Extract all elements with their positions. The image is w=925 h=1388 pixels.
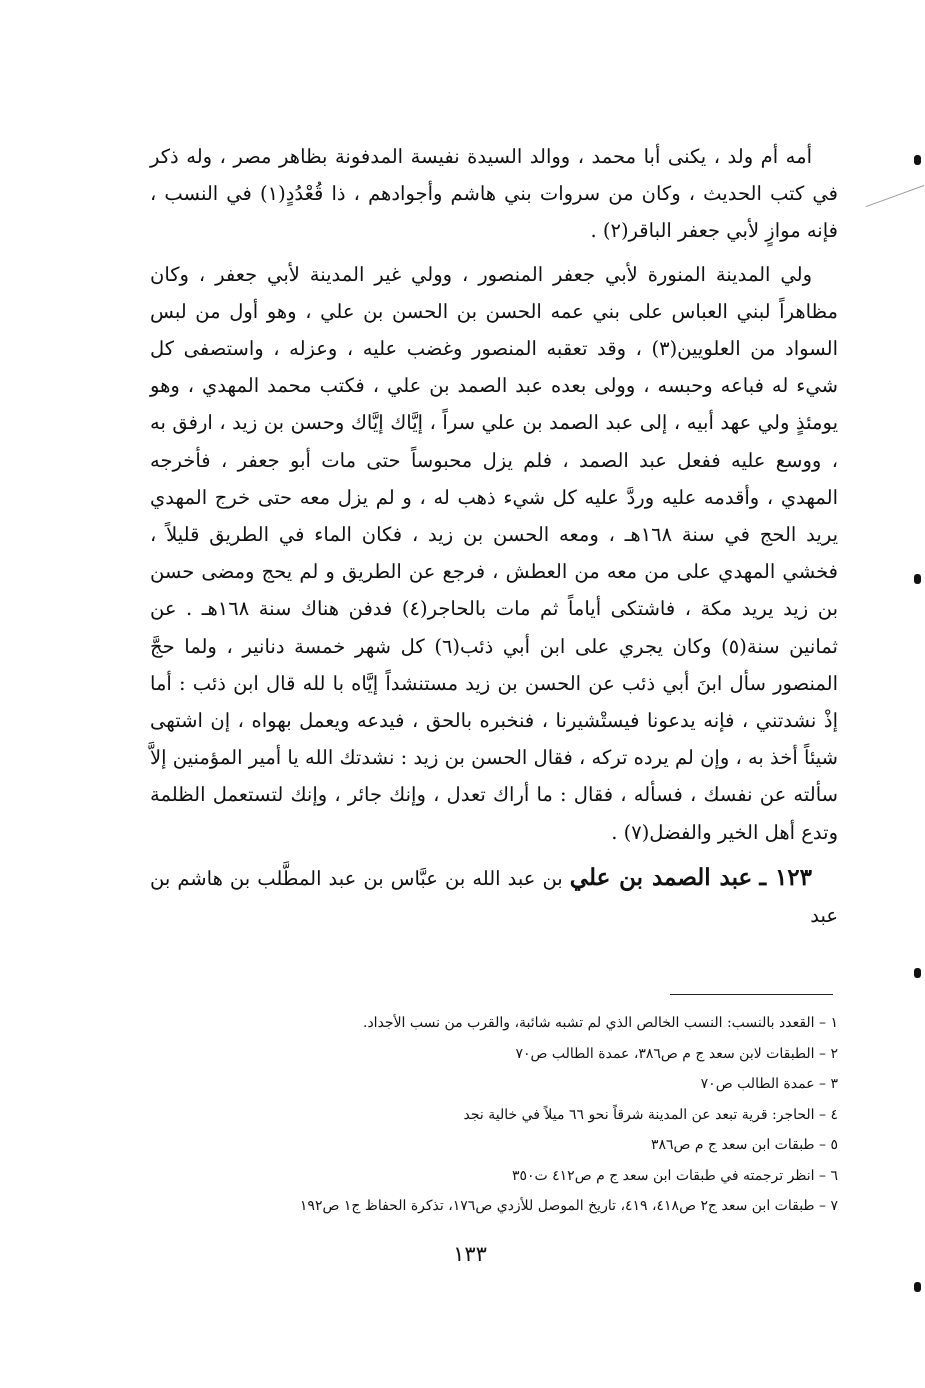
main-text (150, 138, 838, 954)
footnote-1: ١ – القعدد بالنسب: النسب الخالص الذي لم تشبه شائبة، والقرب من نسب الأجداد. (363, 1015, 838, 1031)
footnote-7: ٧ – طبقات ابن سعد ج٢ ص٤١٨، ٤١٩، تاريخ الموصل للأزدي ص١٧٦، تذكرة الحفاظ ج١ ص١٩٢ (299, 1198, 838, 1214)
footnote-4: ٤ – الحاجر: قرية تبعد عن المدينة شرقاً نحو ٦٦ ميلاً في خالية نجد (463, 1106, 838, 1123)
footnote-separator (670, 994, 833, 995)
paragraph-1: أمه أم ولد ، يكنى أبا محمد ، ووالد السيدة نفيسة المدفونة بظاهر مصر ، وله ذكر في كتب الحديث ، وكان من سروات بني هاشم وأجوادهم ، ذا قُعْدُدٍ(١) في النسب ، فإنه موازٍ لأبي جعفر الباقر(٢) . (150, 145, 839, 243)
footnote-5: ٥ – طبقات ابن سعد ج م ص٣٨٦ (650, 1137, 838, 1153)
binding-hole-mark (914, 155, 921, 165)
entry-number: ١٢٣ ـ (759, 863, 812, 891)
entry-name: عبد الصمد بن علي (569, 863, 753, 891)
entry-text: بن عبد الله بن عبَّاس بن عبد المطَّلب بن هاشم بن عبد (150, 866, 838, 928)
binding-hole-mark (914, 574, 921, 584)
footnote-2: ٢ – الطبقات لابن سعد ج م ص٣٨٦، عمدة الطالب ص٧٠ (515, 1045, 838, 1062)
footnote-6: ٦ – انظر ترجمته في طبقات ابن سعد ج م ص٤١٢ ت٣٥٠ (511, 1167, 838, 1184)
paragraph-2: ولي المدينة المنورة لأبي جعفر المنصور ، وولي غير المدينة لأبي جعفر ، وكان مظاهراً لبني العباس على بني عمه الحسن بن الحسن بن علي ، وهو أول من لبس السواد من العلويين(٣) ، وقد تعقبه المنصور وغضب عليه ، وعزله ، واستصفى كل شيء له فباعه وحبسه ، وولى بعده عبد الصمد بن علي ، فكتب محمد المهدي ، وهو يومئذٍ ولي عهد أبيه ، إلى عبد الصمد بن علي سراً ، إيَّاك إيَّاك وحسن بن زيد ، ارفق به ، ووسع عليه ففعل عبد الصمد ، فلم يزل محبوساً حتى مات أبو جعفر ، فأخرجه المهدي ، وأقدمه عليه وردَّ عليه كل شيء ذهب له ، و لم يزل معه حتى خرج المهدي يريد الحج في سنة ١٦٨هـ ، ومعه الحسن بن زيد ، فكان الماء في الطريق قليلاً ، فخشي المهدي على من معه من العطش ، فرجع عن الطريق و لم يحج ومضى حسن بن زيد يريد مكة ، فاشتكى أياماً ثم مات بالحاجر(٤) فدفن هناك سنة ١٦٨هـ . عن ثمانين سنة(٥) وكان يجري على ابن أبي ذئب(٦) كل شهر خمسة دنانير ، ولما حجَّ المنصور سأل ابنَ أبي ذئب عن الحسن بن زيد مستنشداً إيَّاه با لله قال ابن ذئب : أما إذْ نشدتني ، فإنه يدعونا فيستْشيرنا ، فنخبره بالحق ، فيدعه ويعمل بهواه ، إن اشتهى شيئاً أخذ به ، وإن لم يرده تركه ، فقال الحسن بن زيد : نشدتك الله يا أمير المؤمنين إلاَّ سألته عن نفسك ، فسأله ، فقال : ما أراك تعدل ، وإنك جائر ، وإنك لتستعمل الظلمة وتدع أهل الخير والفضل(٧) . (150, 262, 838, 844)
page-number: ١٣٣ (453, 1242, 487, 1266)
margin-pencil-mark (866, 185, 925, 207)
footnotes-list (150, 1008, 838, 1222)
footnote-3: ٣ – عمدة الطالب ص٧٠ (700, 1076, 838, 1092)
binding-hole-mark (914, 1282, 921, 1292)
biography-entry (150, 859, 838, 934)
binding-hole-mark (914, 968, 921, 978)
